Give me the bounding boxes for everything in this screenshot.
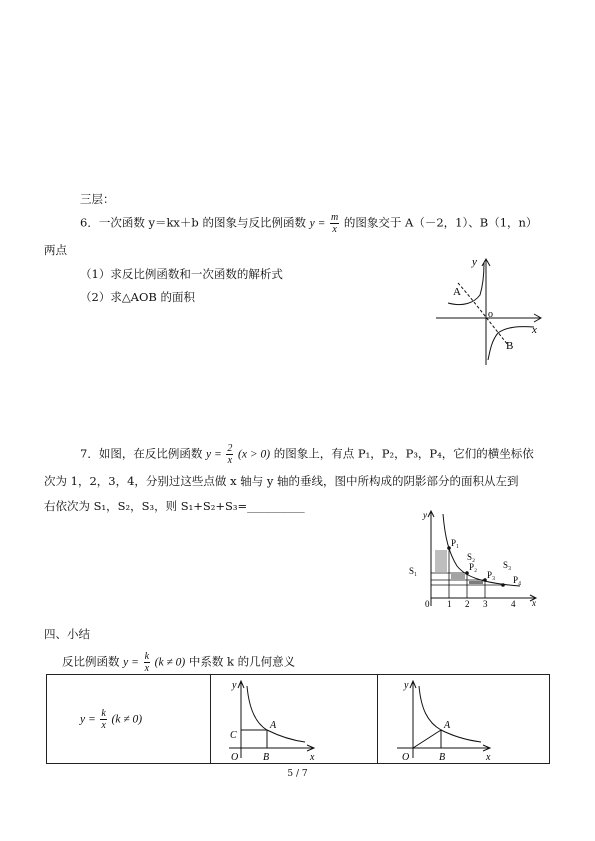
q6-fraction <box>330 212 339 235</box>
summary-cell1-cond: (k ≠ 0) <box>111 713 143 726</box>
section4-intro-lhs: y = <box>123 656 139 669</box>
summary-cell1-fraction <box>100 708 106 731</box>
q7-p1-label: P₁ <box>451 538 460 548</box>
q7-fraction-den: x <box>227 455 233 466</box>
q6-fraction-num: m <box>331 212 339 223</box>
q7-shade-s3 <box>469 581 483 584</box>
cell2-hyperbola <box>247 686 305 742</box>
summary-cell1-formula <box>80 708 142 731</box>
cell3-point-A-label: A <box>444 720 451 731</box>
q7-x-label: x <box>532 598 536 608</box>
q7-prefix: 7．如图，在反比例函数 <box>80 446 203 461</box>
q6-fraction-den: x <box>332 224 337 235</box>
q7-s3-label: S₃ <box>503 560 512 570</box>
section4-intro-prefix: 反比例函数 <box>62 654 120 669</box>
q6-suffix: 的图象交于 A（－2，1）、B（1，n） <box>343 215 538 230</box>
cell2-x-label: x <box>310 752 315 762</box>
section4-intro-den: x <box>144 663 150 674</box>
q6-x-label: x <box>532 324 537 336</box>
cell2-point-A-label: A <box>270 720 277 731</box>
cell3-x-label: x <box>486 752 491 762</box>
q6-hyperbola-branch-left <box>448 263 484 305</box>
section4-heading: 四、小结 <box>44 627 90 641</box>
q7-line2: 次为 1，2，3，4，分别过这些点做 x 轴与 y 轴的垂线，图中所构成的阴影部分的面积从左到 <box>44 474 519 488</box>
q6-point-A-label: A <box>453 286 461 298</box>
q6-function-lhs: y = <box>309 217 326 230</box>
q7-tick-4: 4 <box>511 599 516 609</box>
cell2-y-label: y <box>232 680 237 691</box>
section4-intro-cond: (k ≠ 0) <box>154 656 186 669</box>
q7-y-label: y <box>423 510 427 520</box>
q7-origin-label: 0 <box>425 599 430 609</box>
q6-line1 <box>80 212 537 235</box>
q7-shade-s2 <box>451 574 465 579</box>
cell3-y-label: y <box>404 680 409 691</box>
q6-prefix: 6．一次函数 y＝kx＋b 的图象与反比例函数 <box>80 215 306 230</box>
section4-intro-suffix: 中系数 k 的几何意义 <box>188 654 296 669</box>
q6-origin-label: o <box>488 309 493 320</box>
summary-divider-2 <box>377 674 378 763</box>
q7-tick-1: 1 <box>447 599 452 609</box>
q6-line2: 两点 <box>44 243 67 257</box>
q7-fraction <box>226 443 233 466</box>
q6-sub2: （2）求△AOB 的面积 <box>80 290 195 304</box>
q6-sub1: （1）求反比例函数和一次函数的解析式 <box>80 267 283 281</box>
summary-divider-1 <box>210 674 211 763</box>
q7-p3-label: P₃ <box>487 570 496 580</box>
page-number: 5 / 7 <box>287 769 308 779</box>
q6-figure <box>428 255 546 370</box>
cell3-hyperbola <box>419 686 481 742</box>
q7-figure <box>405 508 540 610</box>
section4-intro-num: k <box>144 651 150 662</box>
q6-point-B-label: B <box>506 340 514 352</box>
q6-line <box>458 283 508 345</box>
section4-intro <box>62 651 295 674</box>
q7-fraction-num: 2 <box>227 443 233 454</box>
q7-tick-2: 2 <box>465 599 470 609</box>
summary-cell1-num: k <box>101 708 106 719</box>
section3-heading: 三层： <box>80 192 115 206</box>
cell2-rectangle <box>241 730 267 748</box>
q7-function-cond: (x > 0) <box>238 448 271 461</box>
q7-line1 <box>80 443 534 466</box>
cell2-point-C-label: C <box>230 730 237 741</box>
q7-s1-label: S₁ <box>409 566 418 576</box>
q7-line3: 右依次为 S₁，S₂，S₃，则 S₁+S₂+S₃=__________ <box>44 499 305 513</box>
q6-y-label: y <box>472 256 477 268</box>
q7-shade-s1 <box>435 550 447 572</box>
summary-cell1-lhs: y = <box>80 713 96 726</box>
cell2-point-B-label: B <box>263 752 270 762</box>
summary-cell1-den: x <box>101 720 106 731</box>
cell3-point-B-label: B <box>439 752 446 762</box>
cell3-origin-label: O <box>402 752 410 762</box>
q7-p4-label: P₄ <box>513 575 522 585</box>
q7-p2-label: P₂ <box>469 562 478 572</box>
cell3-triangle <box>413 730 441 748</box>
q7-point-p4 <box>501 583 505 587</box>
q7-function-lhs: y = <box>205 448 222 461</box>
q7-suffix: 的图象上，有点 P₁，P₂，P₃，P₄，它们的横坐标依 <box>273 446 534 461</box>
summary-cell3-figure <box>385 678 500 762</box>
summary-cell2-figure <box>215 678 325 762</box>
q7-tick-3: 3 <box>483 599 488 609</box>
q7-s2-label: S₂ <box>467 552 476 562</box>
cell2-origin-label: O <box>231 752 239 762</box>
section4-intro-fraction <box>144 651 150 674</box>
